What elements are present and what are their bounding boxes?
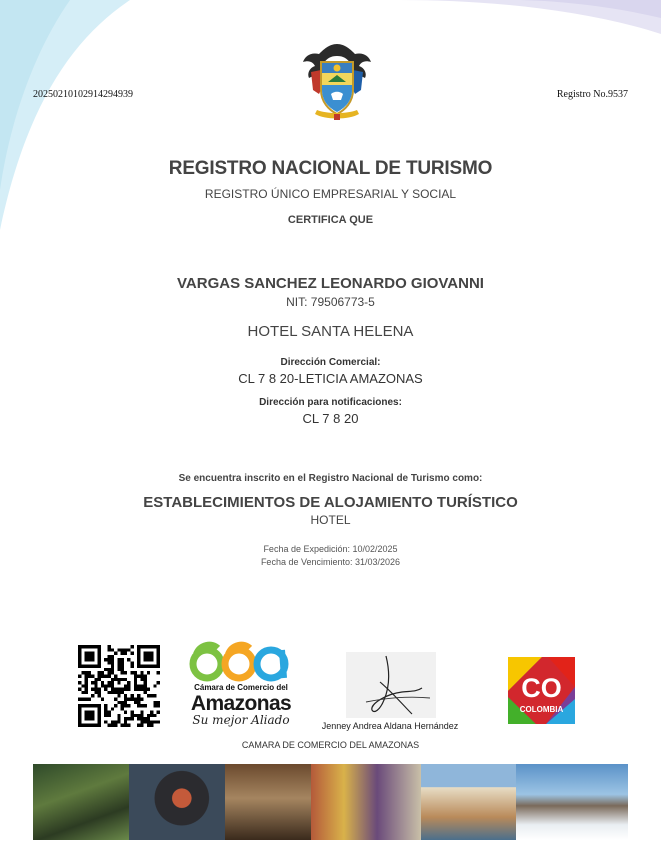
co-logo-text: CO bbox=[521, 673, 562, 703]
certificate-subtitle: REGISTRO ÚNICO EMPRESARIAL Y SOCIAL bbox=[204, 187, 457, 201]
registry-number: Registro No.9537 bbox=[556, 89, 628, 100]
qr-code[interactable] bbox=[78, 645, 160, 727]
business-name: HOTEL SANTA HELENA bbox=[247, 323, 414, 340]
holder-nit: NIT: 79506773-5 bbox=[286, 295, 375, 309]
chamber-logo-name: Amazonas bbox=[190, 692, 292, 715]
registration-category: ESTABLECIMIENTOS DE ALOJAMIENTO TURÍSTICO bbox=[143, 494, 518, 511]
photo-jungle bbox=[33, 764, 129, 840]
signature-image bbox=[346, 652, 436, 718]
holder-name: VARGAS SANCHEZ LEONARDO GIOVANNI bbox=[177, 275, 484, 292]
certificate-title: REGISTRO NACIONAL DE TURISMO bbox=[168, 158, 493, 179]
notification-address-value: CL 7 8 20 bbox=[302, 411, 359, 426]
document-code: 20250210102914294939 bbox=[33, 89, 133, 100]
notification-address-label: Dirección para notificaciones: bbox=[259, 397, 402, 408]
tourism-photo-strip bbox=[33, 764, 628, 840]
chamber-logo-top-text: Cámara de Comercio del bbox=[194, 683, 288, 692]
coat-of-arms-icon bbox=[301, 42, 373, 120]
commercial-address-value: CL 7 8 20-LETICIA AMAZONAS bbox=[238, 371, 423, 386]
chamber-of-commerce-logo bbox=[182, 640, 300, 732]
photo-colonial-street bbox=[311, 764, 421, 840]
photo-historic-building bbox=[421, 764, 516, 840]
chamber-rings-icon bbox=[188, 640, 292, 684]
photo-tepui-landscape bbox=[516, 764, 628, 840]
commercial-address-label: Dirección Comercial: bbox=[280, 357, 381, 368]
signer-name: Jenney Andrea Aldana Hernández bbox=[321, 721, 459, 731]
co-logo-subtext: COLOMBIA bbox=[519, 705, 564, 714]
expiry-date: Fecha de Vencimiento: 31/03/2026 bbox=[260, 557, 401, 567]
chamber-name: CAMARA DE COMERCIO DEL AMAZONAS bbox=[241, 740, 420, 750]
photo-accordion-musicians bbox=[225, 764, 311, 840]
registration-statement: Se encuentra inscrito en el Registro Nacional de Turismo como: bbox=[178, 473, 483, 484]
issue-date: Fecha de Expedición: 10/02/2025 bbox=[263, 544, 398, 554]
registration-subcategory: HOTEL bbox=[310, 513, 351, 527]
colombia-brand-logo bbox=[508, 657, 575, 724]
certifies-heading: CERTIFICA QUE bbox=[287, 214, 374, 226]
photo-condor bbox=[129, 764, 225, 840]
chamber-logo-slogan: Su mejor Aliado bbox=[192, 713, 290, 727]
